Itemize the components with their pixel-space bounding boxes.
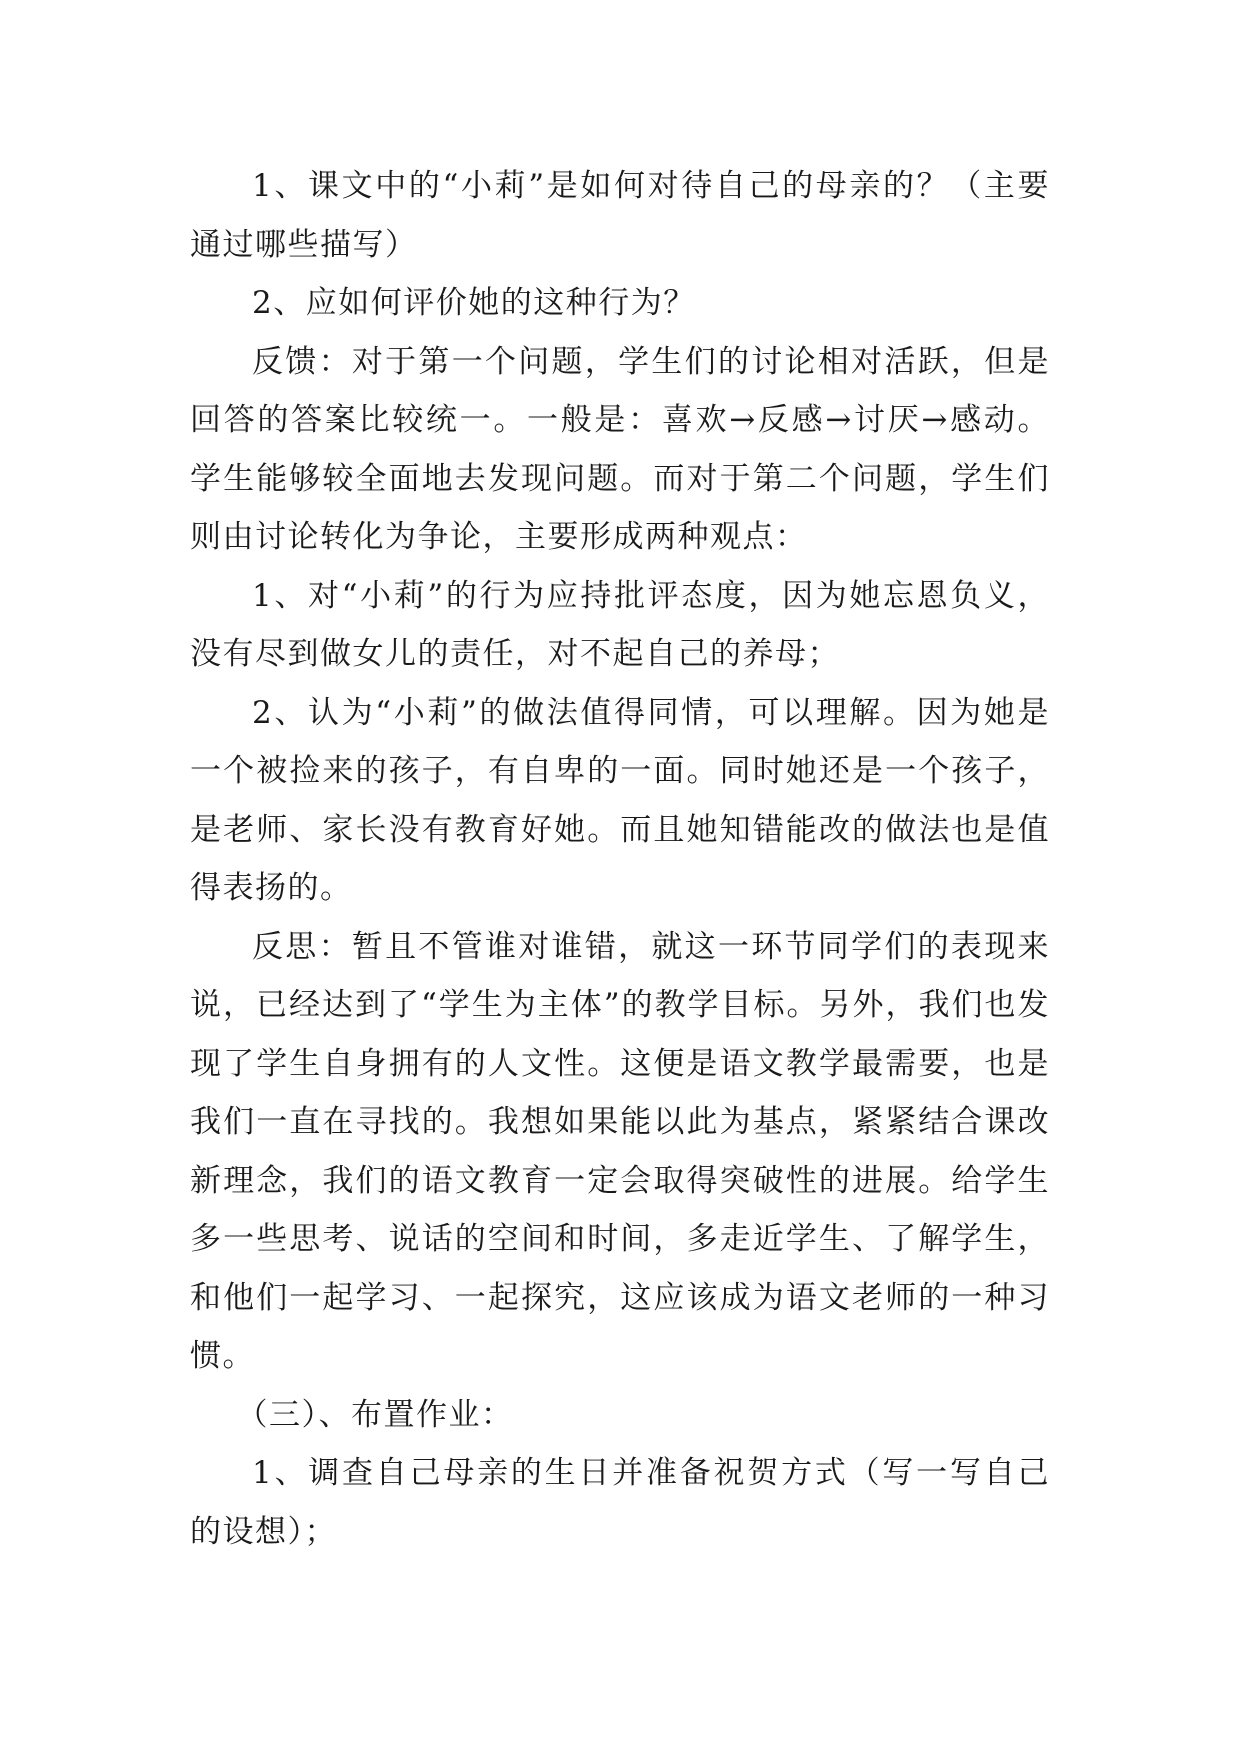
homework-item-1: 1、调查自己母亲的生日并准备祝贺方式（写一写自己的设想）； bbox=[190, 1455, 1050, 1550]
feedback-paragraph: 反馈：对于第一个问题，学生们的讨论相对活跃，但是回答的答案比较统一。一般是：喜欢→反感→讨厌→感动。学生能够较全面地去发现问题。而对于第二个问题，学生们则由讨论转化为争论，主要形成两种观点： bbox=[190, 343, 1050, 555]
viewpoint-2-paragraph: 2、认为“小莉”的做法值得同情，可以理解。因为她是一个被捡来的孩子，有自卑的一面。同时她还是一个孩子，是老师、家长没有教育好她。而且她知错能改的做法也是值得表扬的。 bbox=[190, 694, 1050, 906]
question-2-paragraph: 2、应如何评价她的这种行为？ bbox=[252, 285, 696, 321]
homework-heading: （三）、布置作业： bbox=[236, 1396, 514, 1433]
viewpoint-1-paragraph: 1、对“小莉”的行为应持批评态度，因为她忘恩负义，没有尽到做女儿的责任，对不起自己的养母； bbox=[190, 577, 1050, 672]
document-body bbox=[190, 157, 1050, 1561]
reflection-paragraph: 反思：暂且不管谁对谁错，就这一环节同学们的表现来说，已经达到了“学生为主体”的教学目标。另外，我们也发现了学生自身拥有的人文性。这便是语文教学最需要，也是我们一直在寻找的。我想如果能以此为基点，紧紧结合课改新理念，我们的语文教育一定会取得突破性的进展。给学生多一些思考、说话的空间和时间，多走近学生、了解学生，和他们一起学习、一起探究，这应该成为语文老师的一种习惯。 bbox=[190, 928, 1050, 1374]
question-1-paragraph: 1、课文中的“小莉”是如何对待自己的母亲的？（主要通过哪些描写） bbox=[190, 168, 1050, 263]
